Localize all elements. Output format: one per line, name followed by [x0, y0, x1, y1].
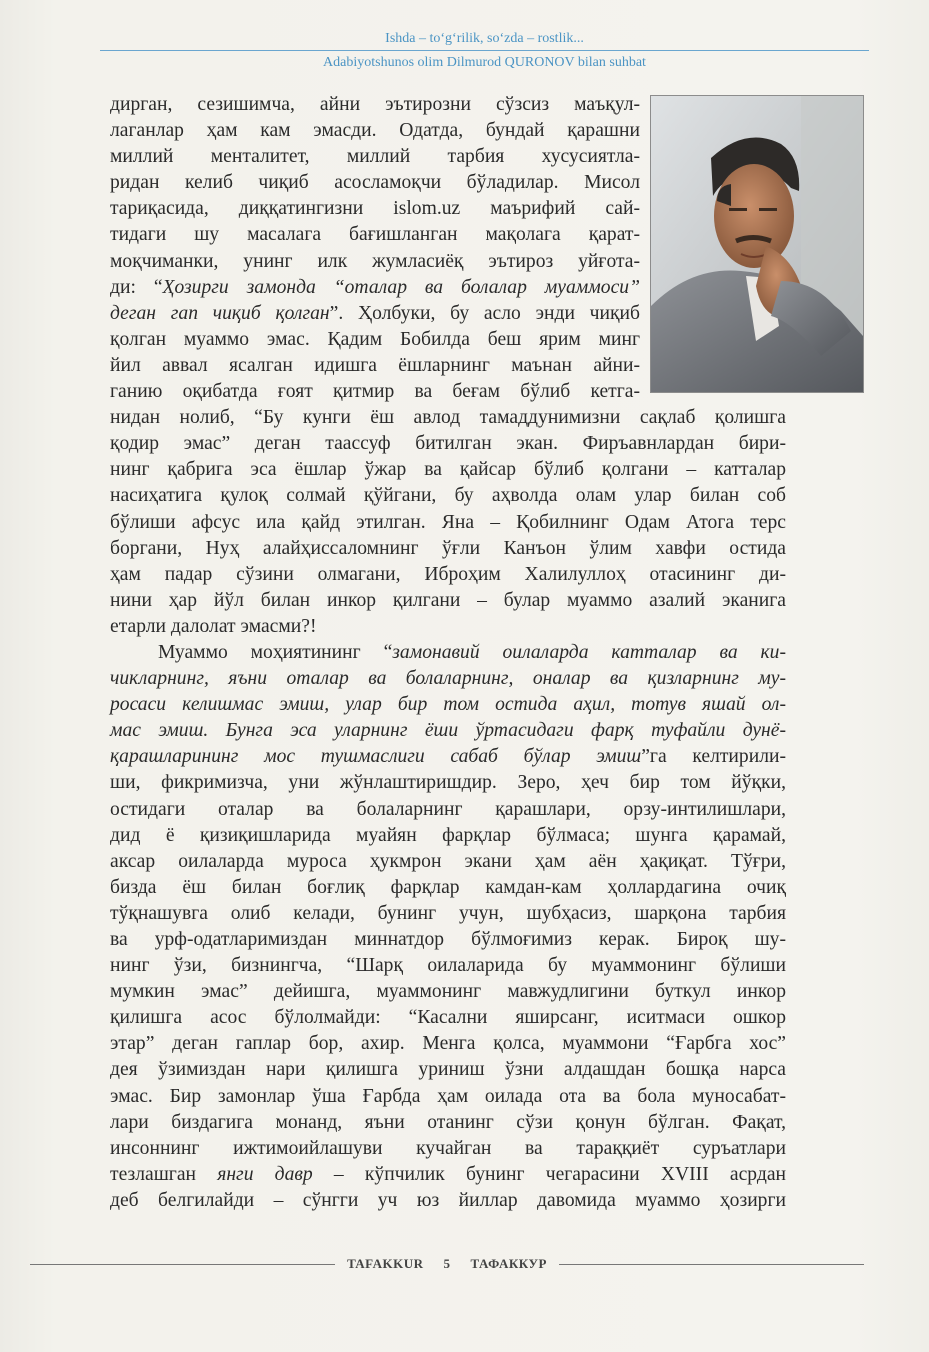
text-run: ”. Ҳолбуки, бу асло энди чиқиб — [329, 302, 640, 324]
header-title: Ishda – to‘g‘rilik, so‘zda – rostlik... — [385, 31, 584, 46]
text-run: – кўпчилик бунинг чегарасини XVIII асрдан — [312, 1163, 786, 1185]
text-line: росаси келишмас эмиш, улар бир том остида аҳил, тотув яшай ол- — [110, 694, 786, 716]
footer-magazine-cyrillic: ТАФАККУР — [470, 1256, 547, 1271]
text-line: мумкин эмас” дейишга, муаммонинг мавжудлигини буткул инкор — [110, 981, 786, 1003]
text-line: лаганлар ҳам кам эмасди. Одатда, бундай қарашни — [110, 120, 640, 142]
footer-labels — [347, 1256, 547, 1272]
text-line: ридан келиб чиқиб асосламоқчи бўладилар. Мисол — [110, 172, 640, 194]
quote-italic: замонавий оилаларда катталар ва ки- — [392, 641, 786, 663]
text-line: ши, фикримизча, уни жўнлаштиришдир. Зеро, ҳеч бир том йўқки, — [110, 772, 786, 794]
header-rule — [100, 50, 869, 51]
text-line: аксар оилаларда муроса ҳукмрон экани ҳам аён ҳақиқат. Тўғри, — [110, 850, 786, 872]
text-line: тидаги шу масалага бағишланган мақолага қарат- — [110, 224, 640, 246]
text-line — [110, 744, 786, 770]
text-line: эмас. Бир замонлар ўша Ғарбда ҳам оилада ота ва бола муносабат- — [110, 1085, 786, 1107]
text-line: етарли далолат эмасми?! — [110, 615, 317, 637]
text-run: Муаммо моҳиятининг “ — [158, 641, 393, 663]
text-line: ганию оқибатда ғоят қитмир ва беғам бўлиб кетга- — [110, 381, 640, 403]
text-line: нини ҳар йўл билан инкор қилгани – булар муаммо азалий эканига — [110, 589, 786, 611]
header-subtitle: Adabiyotshunos olim Dilmurod QURONOV bilan suhbat — [323, 55, 646, 70]
quote-italic: қарашларининг мос тушмаслиги сабаб бўлар эмиш — [110, 746, 642, 768]
text-line: ва урф-одатларимиздан миннатдор бўлмоғимиз керак. Бироқ шу- — [110, 929, 786, 950]
text-line: тариқасида, диққатингизни islom.uz маърифий сай- — [110, 198, 640, 220]
text-line: тўқнашувга олиб келади, бунинг учун, шубҳасиз, шарқона тарбия — [110, 902, 786, 924]
footer-rule-left — [30, 1264, 335, 1265]
text-line: миллий менталитет, миллий тарбия хусусиятла- — [110, 146, 640, 168]
text-line — [110, 1162, 786, 1188]
text-line: этар” деган гаплар бор, ахир. Менга қолса, муаммони “Ғарбга хос” — [110, 1033, 786, 1055]
text-line: дирган, сезишимча, айни эътирозни сўзсиз маъқул- — [110, 94, 640, 115]
text-line: қодир эмас” деган таассуф битилган экан. Фиръавнлардан бири- — [110, 433, 786, 455]
text-line: бизда ёш билан боғлиқ фарқлар камдан-кам ҳоллардагина очиқ — [110, 876, 786, 898]
running-header — [100, 30, 869, 72]
text-line: дея ўзимиздан нари қилишга уриниш ўзни алдашдан бошқа нарса — [110, 1059, 786, 1081]
text-line — [110, 275, 640, 301]
quote-italic: деган гап чиқиб қолган — [110, 302, 330, 324]
text-line: насиҳатига қулоқ солмай қўйгани, бу аҳволда олам улар билан соб — [110, 485, 786, 507]
page-footer — [30, 1254, 864, 1274]
article-body — [110, 92, 786, 1214]
text-run: тезлашган — [110, 1163, 218, 1185]
text-line: йил аввал ясалган идишга ёшларнинг маънан айни- — [110, 354, 640, 376]
emphasis-italic: янги давр — [217, 1163, 313, 1185]
text-line: ҳам падар сўзини олмагани, Иброҳим Халилуллоҳ отасининг ди- — [110, 563, 786, 585]
text-run: ”га келтирили- — [641, 746, 786, 768]
text-line — [110, 301, 640, 327]
text-line: дид ё қизиқишларида муайян фарқлар бўлмаса; шунга қарамай, — [110, 824, 786, 846]
text-line: мас эмиш. Бунга эса уларнинг ёши ўртасидаги фарқ туфайли дунё- — [110, 720, 786, 742]
text-line: нидан нолиб, “Бу кунги ёш авлод тамаддунимизни сақлаб қолишга — [110, 407, 786, 429]
footer-rule-right — [559, 1264, 864, 1265]
text-line — [110, 640, 786, 666]
text-line: инсоннинг ижтимоийлашуви кучайган ва тараққиёт суръатлари — [110, 1137, 786, 1159]
footer-magazine-latin: TAFAKKUR — [347, 1256, 424, 1271]
text-line: моқчиманки, унинг илк жумласиёқ эътироз уйғота- — [110, 250, 640, 272]
page-number: 5 — [443, 1256, 451, 1271]
text-line: бўлиши афсус ила қайд этилган. Яна – Қобилнинг Одам Атога терс — [110, 511, 786, 533]
text-line: остидаги оталар ва болаларнинг қарашлари, орзу-интилишлари, — [110, 798, 786, 820]
text-line: чикларнинг, яъни оталар ва болаларнинг, оналар ва қизларнинг му- — [110, 668, 786, 690]
text-line: қолган муаммо эмас. Қадим Бобилда беш ярим минг — [110, 328, 640, 350]
text-line: қилишга асос бўлолмайди: “Касални яширсанг, иситмаси ошкор — [110, 1007, 786, 1029]
text-line: деб белгилайди – сўнгги уч юз йиллар давомида муаммо ҳозирги — [110, 1189, 786, 1211]
text-run: ди: “ — [110, 276, 163, 298]
text-line: нинг ўзи, бизнингча, “Шарқ оилаларида бу муаммонинг бўлиши — [110, 955, 786, 977]
text-line: нинг қабрига эса ёшлар ўжар ва қайсар бўлиб қолгани – катталар — [110, 459, 786, 481]
quote-italic: Ҳозирги замонда “оталар ва болалар муаммоси” — [162, 276, 640, 298]
text-line: лари биздагига монанд, яъни отанинг сўзи қонун бўлган. Фақат, — [110, 1111, 786, 1133]
text-line: боргани, Нуҳ алайҳиссаломнинг ўғли Канъон ўлим хавфи остида — [110, 537, 786, 559]
